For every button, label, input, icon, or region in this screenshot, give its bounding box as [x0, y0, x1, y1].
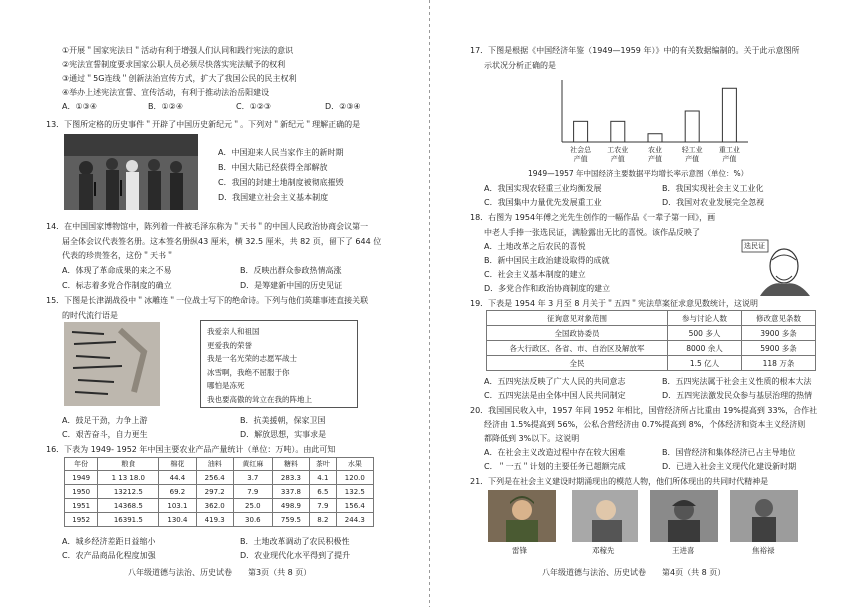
table-header: 修改意见条数 [742, 311, 816, 326]
q21-stem: 21．下列是在社会主义建设时期涌现出的模范人物，他们所体现出的共同时代精神是 [470, 477, 769, 486]
q21-jiao-yulu-photo [730, 490, 798, 542]
q12-item-4: ④举办上述宪法宣誓、宣传活动，有利于推动法治岳阳建设 [62, 88, 270, 97]
table-row [487, 326, 816, 341]
table-cell: 全国政协委员 [487, 326, 668, 341]
x-tick-label: 产值 [648, 155, 662, 163]
table-cell: 各大行政区、各省、市、自治区及解放军 [487, 341, 668, 356]
poem-line: 更爱我的荣誉 [207, 340, 252, 350]
poem-line: 哪怕是冻死 [207, 381, 245, 390]
q12-item-3: ③通过＂5G连线＂创新法治宣传方式，扩大了我国公民的民主权利 [62, 74, 297, 83]
x-tick-label: 轻工业 [681, 146, 703, 154]
q16-option-c[interactable]: C．农产品商品化程度加强 [62, 551, 156, 560]
table-cell: 759.5 [272, 513, 309, 527]
table-cell: 1950 [65, 485, 98, 499]
q20-option-c[interactable]: C．＂一五＂计划的主要任务已超额完成 [484, 462, 626, 471]
page-footer: 八年级道德与法治、历史试卷 第4页（共 8 页） [542, 568, 726, 577]
page-footer: 八年级道德与法治、历史试卷 第3页（共 8 页） [128, 568, 312, 577]
bar [722, 88, 736, 142]
q17-line-1: 17．下图是根据《中国经济年鉴（1949—1959 年）》中的有关数据编制的。关于此示意图所 [470, 46, 800, 55]
table-row [487, 341, 816, 356]
table-cell: 3900 多条 [742, 326, 816, 341]
table-cell: 全民 [487, 356, 668, 371]
chart-title: 1949—1957 年中国经济主要数据平均增长率示意图（单位：%） [528, 169, 749, 178]
table-cell: 283.3 [272, 471, 309, 485]
table-row [65, 513, 374, 527]
q20-option-a[interactable]: A．在社会主义改造过程中存在较大困难 [484, 448, 626, 457]
q15-option-c[interactable]: C．艰苦奋斗，自力更生 [62, 430, 148, 439]
q15-line-1: 15．下图是长津湖战役中＂冰雕连＂一位战士写下的绝命诗。下列与他们英雄事迹直接关联 [46, 296, 369, 305]
q14-option-d[interactable]: D．是筹建新中国的历史见证 [240, 281, 343, 290]
table-cell: 8.2 [310, 513, 337, 527]
table-header: 黄红麻 [233, 458, 272, 471]
poem-line: 我是一名光荣的志愿军战士 [207, 354, 297, 363]
q21-name-wang-jinxi: 王进喜 [672, 546, 695, 555]
table-cell: 103.1 [159, 499, 196, 513]
q12-option-d[interactable]: D．②③④ [325, 102, 361, 111]
table-cell: 16391.5 [98, 513, 159, 527]
table-cell: 130.4 [159, 513, 196, 527]
q14-line-3: 代表的珍贵签名，这份＂天书＂ [62, 251, 174, 260]
table-cell: 14368.5 [98, 499, 159, 513]
q20-line-2: 经济由 1.5%提高到 56%，公私合营经济由 0.7%提高到 8%，个体经济和资本主义经济则 [484, 420, 806, 429]
q19-option-d[interactable]: D．五四宪法激发民众参与基层治理的热情 [662, 391, 813, 400]
q12-option-b[interactable]: B．①②④ [148, 102, 184, 111]
table-header: 水果 [336, 458, 373, 471]
bar [685, 111, 699, 142]
q19-stem: 19．下表是 1954 年 3 月至 8 月关于＂五四＂宪法草案征求意见数统计，这说明 [470, 299, 758, 308]
q15-option-a[interactable]: A．鼓足干劲，力争上游 [62, 416, 148, 425]
table-cell: 1952 [65, 513, 98, 527]
table-cell: 44.4 [159, 471, 196, 485]
q12-option-c[interactable]: C．①②③ [236, 102, 272, 111]
table-cell: 419.3 [196, 513, 233, 527]
q16-option-d[interactable]: D．农业现代化水平得到了提升 [240, 551, 351, 560]
poem-line: 冰雪啊，我绝不屈服于你 [207, 367, 290, 377]
q14-option-c[interactable]: C．标志着多党合作制度的确立 [62, 281, 172, 290]
q16-option-b[interactable]: B．土地改革调动了农民积极性 [240, 537, 350, 546]
q16-option-a[interactable]: A．城乡经济差距日益缩小 [62, 537, 156, 546]
q18-line-1: 18．右图为 1954年傅之光先生创作的一幅作品《一辈子第一回》，画 [470, 213, 716, 222]
q21-name-deng-jiaxian: 邓稼先 [592, 546, 615, 555]
q17-bar-chart [548, 72, 758, 176]
q17-option-c[interactable]: C．我国集中力量优先发展重工业 [484, 198, 602, 207]
q20-line-3: 都降低到 3%以下。这说明 [484, 434, 580, 443]
q13-founding-ceremony-photo [64, 134, 198, 210]
q12-option-a[interactable]: A．①③④ [62, 102, 97, 111]
table-cell: 30.6 [233, 513, 272, 527]
table-header: 茶叶 [310, 458, 337, 471]
x-tick-label: 农业 [648, 146, 662, 154]
q21-name-jiao-yulu: 焦裕禄 [752, 546, 775, 555]
table-header: 糖料 [272, 458, 309, 471]
q18-line-2: 中老人手捧一张选民证，满脸露出无比的喜悦。该作品反映了 [484, 228, 700, 237]
table-cell: 8000 余人 [668, 341, 742, 356]
q13-option-d[interactable]: D．我国建立社会主义基本制度 [218, 193, 329, 202]
q15-option-d[interactable]: D．解放思想，实事求是 [240, 430, 327, 439]
table-cell: 498.9 [272, 499, 309, 513]
q17-line-2: 示状况分析正确的是 [484, 61, 556, 70]
q21-wang-jinxi-photo [650, 490, 718, 542]
table-cell: 25.0 [233, 499, 272, 513]
table-cell: 7.9 [233, 485, 272, 499]
q18-option-a[interactable]: A．土地改革之后农民的喜悦 [484, 242, 586, 251]
q14-line-1: 14．在中国国家博物馆中，陈列着一件被毛泽东称为＂天书＂的中国人民政治协商会议第一 [46, 222, 369, 231]
table-header: 征询意见对象范围 [487, 311, 668, 326]
q12-item-1: ①开展＂国家宪法日＂活动有利于增强人们认同和践行宪法的意识 [62, 46, 294, 55]
x-tick-label: 工农业 [607, 146, 629, 154]
table-header: 油料 [196, 458, 233, 471]
x-tick-label: 产值 [685, 155, 700, 163]
table-cell: 5900 多条 [742, 341, 816, 356]
table-header: 棉花 [159, 458, 196, 471]
q17-option-d[interactable]: D．我国对农业发展完全忽视 [662, 198, 765, 207]
poem-line: 我爱亲人和祖国 [207, 327, 260, 336]
q15-line-2: 的时代流行语是 [62, 311, 118, 320]
q21-name-lei-feng: 雷锋 [512, 546, 527, 555]
q15-poem-box [200, 320, 358, 408]
q18-voter-painting [740, 238, 816, 296]
x-tick-label: 产值 [610, 155, 625, 163]
table-cell: 120.0 [336, 471, 373, 485]
q19-table [486, 310, 816, 371]
q21-lei-feng-photo [488, 490, 556, 542]
x-tick-label: 产值 [573, 155, 588, 163]
table-row [487, 356, 816, 371]
table-row [65, 499, 374, 513]
table-row [65, 485, 374, 499]
table-cell: 3.7 [233, 471, 272, 485]
q12-item-2: ②宪法宣誓制度要求国家公职人员必须尽快落实宪法赋予的权利 [62, 60, 286, 69]
q16-table [64, 457, 374, 527]
table-cell: 118 万条 [742, 356, 816, 371]
table-header: 粮食 [98, 458, 159, 471]
table-cell: 6.5 [310, 485, 337, 499]
x-tick-label: 社会总 [570, 146, 592, 154]
table-cell: 500 多人 [668, 326, 742, 341]
q15-handwritten-poem-photo [64, 322, 160, 406]
table-cell: 1949 [65, 471, 98, 485]
table-cell: 244.3 [336, 513, 373, 527]
q19-option-b[interactable]: B．五四宪法属于社会主义性质的根本大法 [662, 377, 812, 386]
table-cell: 337.8 [272, 485, 309, 499]
q13-option-a[interactable]: A．中国迎来人民当家作主的新时期 [218, 148, 344, 157]
table-cell: 297.2 [196, 485, 233, 499]
table-header: 参与讨论人数 [668, 311, 742, 326]
x-tick-label: 产值 [722, 155, 737, 163]
table-header: 年份 [65, 458, 98, 471]
table-cell: 132.5 [336, 485, 373, 499]
page-4 [430, 0, 860, 607]
bar [611, 121, 625, 142]
q20-line-1: 20．我国国民收入中，1957 年同 1952 年相比，国营经济所占比重由 19%提高到 33%，合作社 [470, 406, 818, 415]
poem-line: 我也要高傲的耸立在我的阵地上 [207, 394, 312, 404]
table-cell: 1951 [65, 499, 98, 513]
table-row [65, 471, 374, 485]
table-cell: 7.9 [310, 499, 337, 513]
q20-option-d[interactable]: D．已进入社会主义现代化建设新时期 [662, 462, 797, 471]
q14-option-a[interactable]: A．体现了革命成果的来之不易 [62, 266, 172, 275]
q18-option-b[interactable]: B．新中国民主政治建设取得的成就 [484, 256, 610, 265]
table-cell: 13212.5 [98, 485, 159, 499]
q19-option-c[interactable]: C．五四宪法是由全体中国人民共同制定 [484, 391, 626, 400]
table-cell: 362.0 [196, 499, 233, 513]
table-cell: 69.2 [159, 485, 196, 499]
q13-option-c[interactable]: C．我国的封建土地制度被彻底摧毁 [218, 178, 344, 187]
q17-option-b[interactable]: B．我国实现社会主义工业化 [662, 184, 764, 193]
q20-option-b[interactable]: B．国营经济和集体经济已占主导地位 [662, 448, 796, 457]
table-cell: 156.4 [336, 499, 373, 513]
q16-stem: 16．下表为 1949- 1952 年中国主要农业产品产量统计（单位：万吨）。由此可知 [46, 445, 336, 454]
q17-option-a[interactable]: A．我国实现农轻重三业均衡发展 [484, 184, 602, 193]
q18-option-d[interactable]: D．多党合作和政治协商制度的建立 [484, 284, 611, 293]
table-cell: 1 13 18.0 [98, 471, 159, 485]
q18-option-c[interactable]: C．社会主义基本制度的建立 [484, 270, 586, 279]
q14-line-2: 届全体会议代表签名册。这本签名册纵43 厘米，横 32.5 厘米，共 82 页，留下了 644 位 [62, 237, 382, 246]
voter-card-label: 选民证 [744, 242, 765, 250]
q15-option-b[interactable]: B．抗美援朝，保家卫国 [240, 416, 326, 425]
q13-option-b[interactable]: B．中国大陆已经获得全部解放 [218, 163, 328, 172]
q13-stem: 13．下图所定格的历史事件＂开辟了中国历史新纪元＂。下列对＂新纪元＂理解正确的是 [46, 120, 361, 129]
q14-option-b[interactable]: B．反映出群众参政热情高涨 [240, 266, 342, 275]
table-cell: 4.1 [310, 471, 337, 485]
table-cell: 1.5 亿人 [668, 356, 742, 371]
x-tick-label: 重工业 [718, 146, 740, 154]
bar [574, 121, 588, 142]
q21-deng-jiaxian-photo [572, 490, 638, 542]
table-cell: 256.4 [196, 471, 233, 485]
bar [648, 134, 662, 142]
q19-option-a[interactable]: A．五四宪法反映了广大人民的共同意志 [484, 377, 626, 386]
